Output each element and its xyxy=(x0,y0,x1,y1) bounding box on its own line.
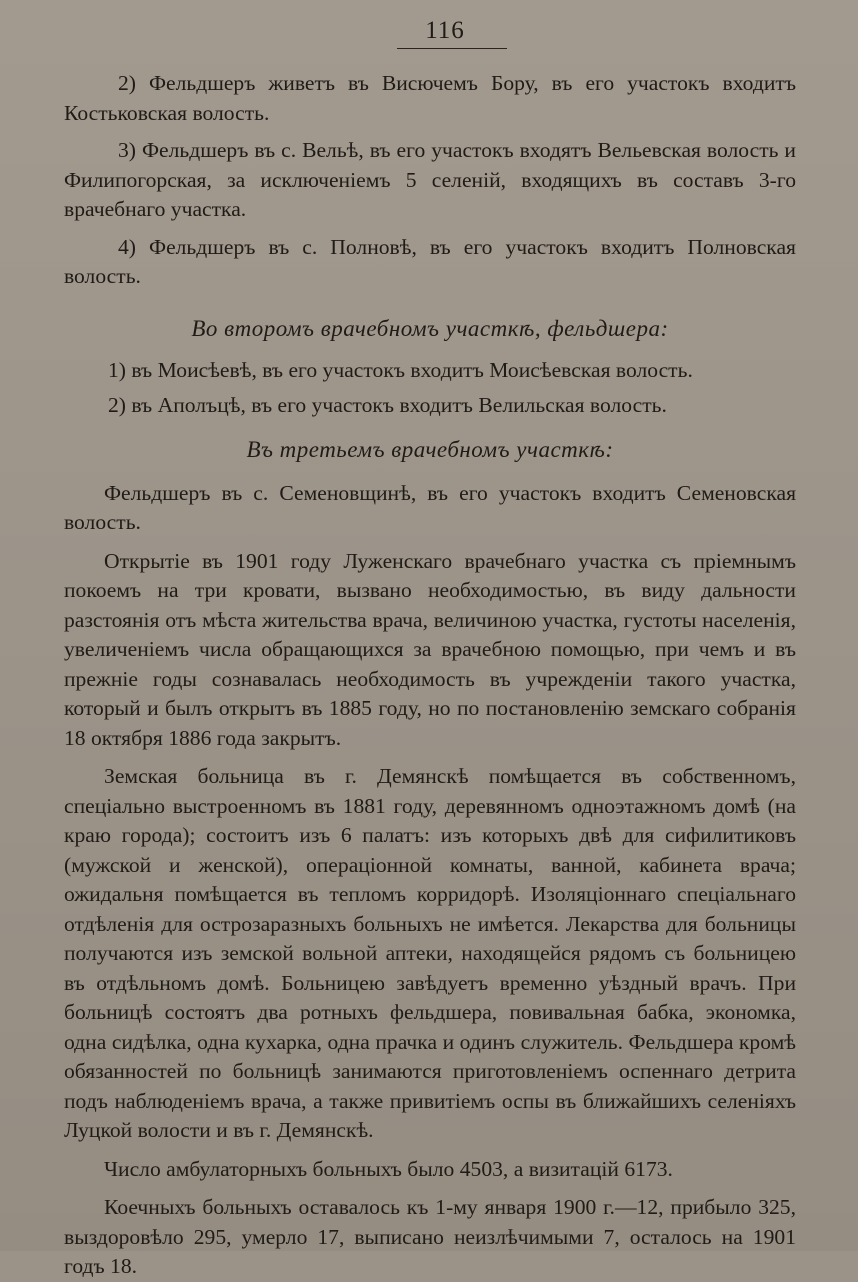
paragraph-second-district-1: 1) въ Моисѣевѣ, въ его участокъ входитъ Моисѣевская волость. xyxy=(108,357,693,382)
paragraph-second-district-2: 2) въ Аполъцѣ, въ его участокъ входитъ Велильская волость. xyxy=(108,393,667,417)
paragraph-outpatients: Число амбулаторныхъ больныхъ было 4503, а визитацій 6173. xyxy=(104,1156,673,1181)
paragraph-luzhensky-district: Открытіе въ 1901 году Луженскаго врачебнаго участка съ пріемнымъ покоемъ на три кровати, вызвано необходимостью, въ виду дальности разстоянія отъ мѣста жительства врача, величиною участка, густоты населенія, увеличеніемъ числа обращающихся за врачебною помощью, при чемъ и въ прежніе годы сознавалась необходимость въ учрежденіи такого участка, который и былъ открытъ въ 1885 году, но по постановленію земскаго собранія 18 октября 1886 года закрытъ. xyxy=(64,548,796,750)
heading-second-district: Во второмъ врачебномъ участкѣ, фельдшера: xyxy=(191,315,669,341)
paragraph-third-district: Фельдшеръ въ с. Семеновщинѣ, въ его участокъ входитъ Семеновская волость. xyxy=(64,480,796,534)
paragraph-feldsher-3: 3) Фельдшеръ въ с. Вельѣ, въ его участокъ входятъ Вельевская волость и Филипогорская, за исключеніемъ 5 селеній, входящихъ въ составъ 3-го врачебнаго участка. xyxy=(64,138,796,221)
paragraph-feldsher-4: 4) Фельдшеръ въ с. Полновѣ, въ его участокъ входитъ Полновская волость. xyxy=(64,234,796,288)
paragraph-feldsher-2: 2) Фельдшеръ живетъ въ Висючемъ Бору, въ его участокъ входитъ Костьковская волость. xyxy=(64,71,796,125)
page-number: 116 xyxy=(425,17,465,44)
header-rule xyxy=(397,48,507,49)
heading-third-district: Въ третьемъ врачебномъ участкѣ: xyxy=(246,436,614,462)
paragraph-inpatients: Коечныхъ больныхъ оставалось къ 1-му января 1900 г.—12, прибыло 325, выздоровѣло 295, умерло 17, выписано неизлѣчимыми 7, осталось на 1901 годъ 18. xyxy=(64,1195,796,1278)
paragraph-zemstvo-hospital: Земская больница въ г. Демянскѣ помѣщается въ собственномъ, спеціально выстроенномъ въ 1881 году, деревянномъ одноэтажномъ домѣ (на краю города); состоитъ изъ 6 палатъ: изъ которыхъ двѣ для сифилитиковъ (мужской и женской), операціонной комнаты, ванной, кабинета врача; ожидальня помѣщается въ тепломъ корридорѣ. Изоляціоннаго спеціальнаго отдѣленія для острозаразныхъ больныхъ не имѣется. Лекарства для больницы получаются изъ земской вольной аптеки, находящейся рядомъ съ больницею въ отдѣльномъ домѣ. Больницею завѣдуетъ временно уѣздный врачъ. При больницѣ состоятъ два ротныхъ фельдшера, повивальная бабка, экономка, одна сидѣлка, одна кухарка, одна прачка и одинъ служитель. Фельдшера кромѣ обязанностей по больницѣ занимаются приготовленіемъ оспеннаго детрита подъ наблюденіемъ врача, а также привитіемъ оспы въ ближайшихъ селеніяхъ Луцкой волости и въ г. Демянскѣ. xyxy=(64,764,796,1142)
